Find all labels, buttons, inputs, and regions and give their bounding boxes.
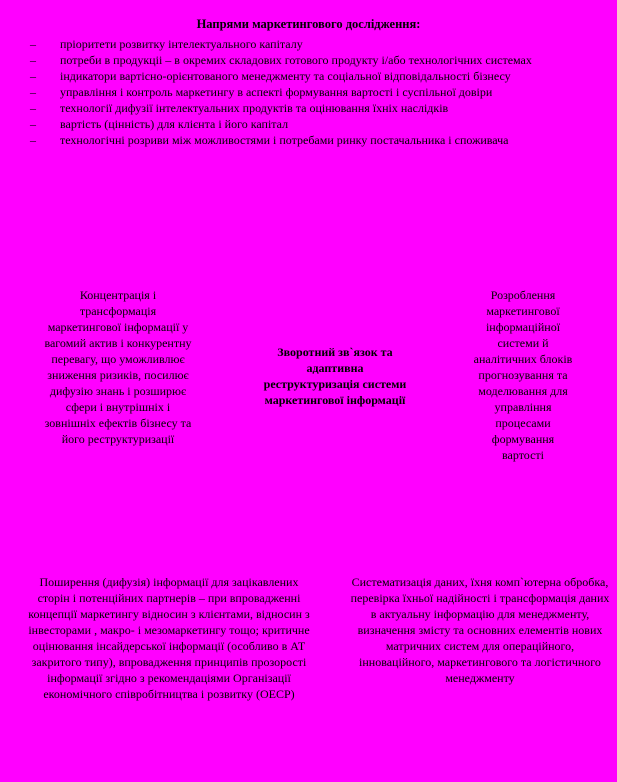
direction-text: індикатори вартісно-орієнтованого менеджменту та соціальної відповідальності бізнесу [60,69,511,83]
concentration-box: Концентрація і трансформація маркетингової інформації у вагомий актив і конкурентну перевагу, що уможливлює зниження ризиків, посилює дифузію знань і розширює сфери і внутрішніх і зовнішніх ефектів бізнесу та його реструктуризації [44,288,192,446]
diagram-title: Напрями маркетингового дослідження: [196,17,421,31]
direction-text: технології дифузії інтелектуальних продуктів та оцінювання їхніх наслідків [60,101,449,115]
dash-bullet: – [30,53,36,67]
direction-item [30,116,590,132]
diffusion-box: Поширення (дифузія) інформації для зацікавлених сторін і потенційних партнерів – при впровадженні концепції маркетингу відносин з клієнтами, відносин з інвесторами , макро- і мезомаркетингу тощо; критичне оцінювання інсайдерської інформації (особливо в АТ закритого типу), впровадження принципів прозорості інформації згідно з рекомендаціями Організації економічного співробітництва і розвитку (ОЕСР) [28,575,310,701]
direction-text: пріоритети розвитку інтелектуального капіталу [60,37,303,51]
direction-item [30,132,590,148]
direction-item [30,52,590,68]
dash-bullet: – [30,37,36,51]
direction-text: потреби в продукціі – в окремих складових готового продукту і/або технологічних системах [60,53,532,67]
direction-text: управління і контроль маркетингу в аспекті формування вартості і суспільної довіри [60,85,493,99]
direction-item [30,68,590,84]
direction-item [30,84,590,100]
directions-list [30,36,590,148]
dash-bullet: – [30,117,36,131]
dash-bullet: – [30,133,36,147]
mis-development-box: Розроблення маркетингової інформаційної системи й аналітичних блоків прогнозування та моделювання для управління процесами формування вартості [473,288,573,462]
direction-item [30,100,590,116]
systematization-box: Систематизація даних, їхня комп`ютерна обробка, перевірка їхньої надійності і трансформація даних в актуальну інформацію для менеджменту, визначення змісту та основних елементів нових матричних систем для операційного, інноваційного, маркетингового та логістичного менеджменту [350,575,610,685]
direction-text: вартість (цінність) для клієнта і його капітал [60,117,289,131]
feedback-center-box: Зворотний зв`язок та адаптивна реструктуризація системи маркетингової інформації [263,345,407,407]
direction-item [30,36,590,52]
dash-bullet: – [30,101,36,115]
direction-text: технологічні розриви між можливостями і потребами ринку постачальника і споживача [60,133,509,147]
dash-bullet: – [30,69,36,83]
dash-bullet: – [30,85,36,99]
